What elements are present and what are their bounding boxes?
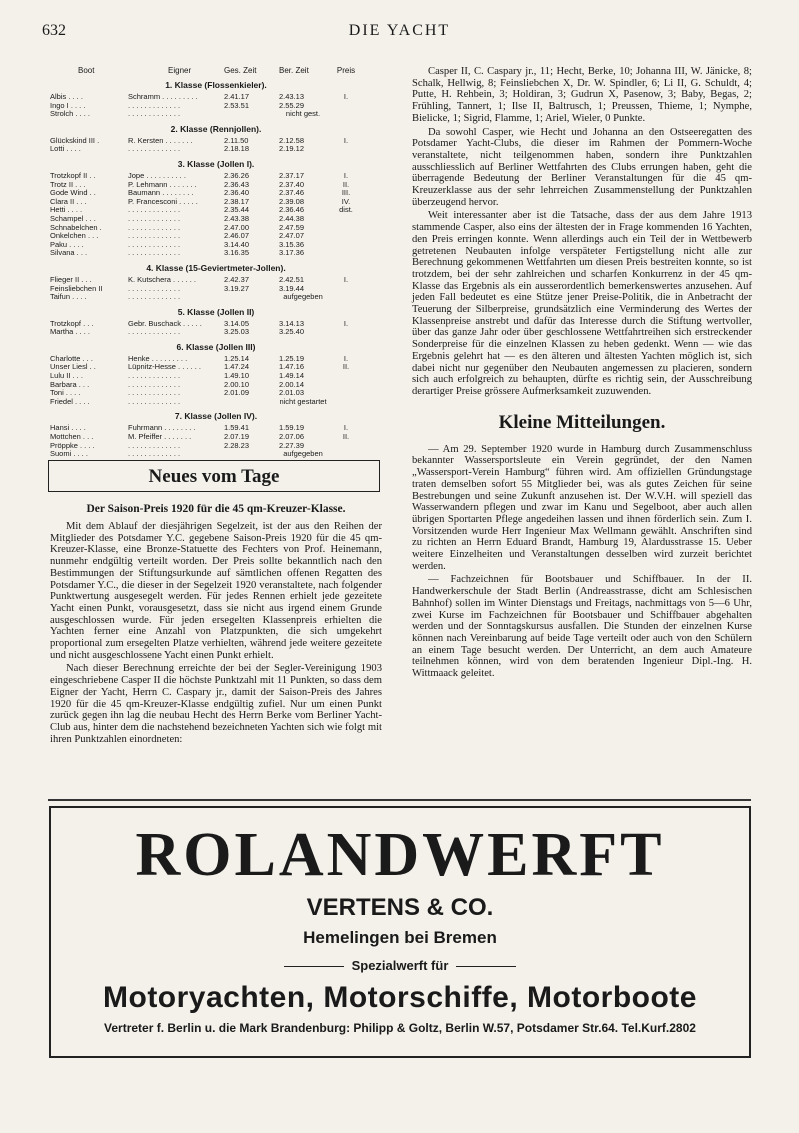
cell-ber-zeit: 3.15.36	[279, 239, 305, 249]
cell-ber-zeit: 2.37.46	[279, 188, 305, 198]
cell-preis	[331, 145, 361, 154]
cell-preis: III.	[341, 188, 351, 198]
rolandwerft-advertisement	[49, 806, 751, 1058]
cell-ges-zeit: 1.25.14	[224, 353, 250, 363]
cell-eigner: . . . . . . . . . . . . .	[128, 145, 181, 154]
ad-firm: VERTENS & CO.	[306, 894, 494, 921]
cell-preis: II.	[342, 179, 350, 189]
cell-eigner: Jope . . . . . . . . . .	[128, 171, 186, 180]
cell-ber-zeit: 1.47.16	[279, 362, 305, 372]
cell-ges-zeit: 2.43.38	[224, 213, 250, 223]
cell-ber-zeit: 2.47.07	[279, 231, 305, 241]
cell-preis	[331, 372, 361, 381]
cell-ber-zeit: 1.25.19	[279, 353, 305, 363]
header-boot: Boot	[78, 66, 95, 75]
cell-ber-zeit: 2.47.59	[279, 222, 305, 232]
cell-eigner: Baumann . . . . . . . .	[128, 189, 194, 198]
cell-preis: dist.	[339, 205, 353, 215]
cell-ges-zeit: 2.07.19	[224, 432, 250, 442]
cell-ber-zeit: 1.59.19	[279, 423, 305, 433]
table-row	[50, 372, 382, 381]
header-preis: Preis	[336, 66, 356, 75]
cell-ges-zeit: 2.36.40	[224, 188, 250, 198]
ad-company: ROLANDWERFT	[135, 821, 665, 889]
cell-boot: Paku . . . .	[50, 240, 84, 249]
cell-ges-zeit: 2.42.37	[224, 274, 250, 284]
cell-boot: Martha . . . .	[50, 328, 91, 337]
cell-eigner: K. Kutschera . . . . . .	[128, 275, 196, 284]
cell-ber-zeit: 2.55.29	[279, 100, 305, 110]
cell-preis	[331, 232, 361, 241]
cell-ges-zeit: 2.01.09	[224, 388, 250, 398]
cell-preis: II.	[342, 362, 350, 372]
table-row	[50, 189, 382, 198]
cell-preis: I.	[343, 92, 349, 101]
cell-boot: Ingo I . . . .	[50, 101, 86, 110]
header-ges-zeit: Ges. Zeit	[224, 66, 257, 75]
cell-boot: Trotzkopf . . .	[50, 319, 94, 328]
cell-ges-zeit: 3.14.05	[224, 318, 250, 328]
cell-ges-zeit: 2.41.17	[224, 92, 250, 101]
right-column	[412, 66, 752, 682]
cell-eigner: . . . . . . . . . . . . .	[128, 101, 181, 110]
cell-boot: Schnabelchen .	[50, 223, 102, 232]
cell-eigner: . . . . . . . . . . . . .	[128, 223, 181, 232]
class-title: 6. Klasse (Jollen III)	[176, 341, 256, 352]
table-row	[50, 249, 382, 258]
cell-ges-zeit: 1.59.41	[224, 423, 250, 433]
table-row	[50, 285, 382, 294]
cell-ges-zeit: 2.53.51	[224, 100, 250, 110]
class-title: 1. Klasse (Flossenkieler).	[165, 80, 267, 90]
table-row	[50, 110, 382, 119]
ad-products: Motoryachten, Motorschiffe, Motorboote	[103, 981, 697, 1014]
table-row	[50, 355, 382, 364]
cell-preis: I.	[343, 353, 349, 363]
class-title: 2. Klasse (Rennjollen).	[170, 123, 262, 134]
cell-ber-zeit: 2.36.46	[279, 205, 305, 215]
saison-para-2: Nach dieser Berechnung erreichte der bei der Segler-Vereinigung 1903 eingeschriebene Casper II die höchste Punktzahl mit 11 Punkten, so dass dem Eigner der Yacht, Herrn C. Caspary jr., damit der Saison-Preis des Jahres 1920 für die 45 qm-Kreuzer-Klasse endgültig zufiel. Nur um einen Punkt zurück gegen ihn lag die neubau Hecht des Herrn Berke vom Berliner Yacht-Club aus, hinter dem die nachstehend bezeichneten Yachten sich wie folgt mit ihren Punktzahlen einordneten:	[50, 663, 382, 745]
cell-boot: Trotzkopf II . .	[50, 171, 96, 180]
table-row	[50, 232, 382, 241]
cell-preis: I.	[343, 318, 349, 328]
cell-boot: Mottchen . . .	[50, 433, 94, 442]
class-title: 7. Klasse (Jollen IV).	[174, 411, 258, 422]
table-row	[50, 363, 382, 372]
cell-eigner: Gebr. Buschack . . . . .	[128, 319, 202, 328]
cell-eigner: R. Kersten . . . . . . .	[128, 136, 193, 145]
table-row	[50, 424, 382, 433]
results-header	[50, 66, 382, 75]
table-row	[50, 172, 382, 181]
cell-eigner: P. Francesconi . . . . .	[128, 197, 198, 206]
cell-eigner: . . . . . . . . . . . . .	[128, 214, 181, 223]
cell-boot: Suomi . . . .	[50, 450, 88, 459]
cell-boot: Toni . . . .	[50, 389, 81, 398]
cell-eigner: . . . . . . . . . . . . .	[128, 397, 181, 406]
cell-boot: Gode Wind . .	[50, 189, 96, 198]
cell-ges-zeit: 1.49.10	[224, 371, 250, 381]
cell-eigner: Fuhrmann . . . . . . . .	[128, 424, 196, 433]
cell-ges-zeit: 2.38.17	[224, 196, 250, 206]
cell-note: nicht gestartet	[279, 396, 327, 406]
cell-ges-zeit: 2.28.23	[224, 440, 250, 450]
cell-ges-zeit: 2.18.18	[224, 144, 250, 154]
cell-preis	[331, 241, 361, 250]
cell-preis	[331, 381, 361, 390]
cell-ges-zeit: 2.35.44	[224, 205, 250, 215]
saison-para-1: Mit dem Ablauf der diesjährigen Segelzeit, ist der aus den Reihen der Mitglieder des Potsdamer Y.C. gegebene Saison-Preis 1920 für die 45 qm-Kreuzer-Klasse, eine Bronze-Statuette des Fechters von Prof. Heinemann, nunmehr endgültig verteilt worden. Der Preis sollte bekanntlich nach den Bestimmungen der Stiftungsurkunde auf sämtlichen offenen Regatten des Potsdamer Y.C., die dieser in der Segelzeit 1920 veranstaltete, nach folgender Punktwertung ausgesegelt werden. Für jedes Rennen erhielt jede gezeitete Yacht einen Punkt, vorausgesetzt, dass sie nicht aus irgend einem Grunde ausgeschlossen wurde. Für jeden ersegelten Klassenpreis erhielten die Yachten ferner eine Anzahl von Platzpunkten, die sich umgekehrt proportional zum ersegelten Platze verhielten, während jede weitere gezeitete und nicht ausgeschlossene Yacht einen Punkt erhielt.	[50, 521, 382, 661]
running-head: DIE YACHT	[348, 22, 451, 39]
table-row	[50, 181, 382, 190]
cell-preis: I.	[343, 423, 349, 433]
table-row	[50, 442, 382, 451]
cell-eigner: . . . . . . . . . . . . .	[128, 372, 181, 381]
saison-article	[50, 503, 382, 747]
cell-preis	[331, 224, 361, 233]
cell-eigner: . . . . . . . . . . . . .	[128, 284, 181, 293]
results-table	[50, 66, 382, 459]
cell-ber-zeit: 2.12.58	[279, 135, 305, 145]
cell-ber-zeit: 2.27.39	[279, 440, 305, 450]
class-title: 3. Klasse (Jollen I).	[177, 158, 255, 169]
cell-boot: Strolch . . . .	[50, 110, 91, 119]
cell-note: nicht gest.	[285, 109, 321, 119]
cell-ges-zeit: 2.11.50	[224, 135, 249, 145]
right-para-3: Weit interessanter aber ist die Tatsache, dass der aus dem Jahre 1913 stammende Casper, also eins der ältesten der in Frage kommenden 16 Yachten, den Preis erringen konnte. Wenn allerdings auch ein Teil der in Wettbewerb getretenen Neubauten infolge verspäteter Fertigstellung nicht alle zur Berechnung gekommenen Wettfahrten um diesen Preis bestreiten konnte, so ist trotzdem, bei der sehr zahlreichen und scharfen Konkurrenz in der 45 qm-Klasse das Ergebnis als ein ausserordentlich bemerkenswertes anzusehen. Auf jeden Fall bedeutet es eine Stütze jener Preise-Politik, die in Anbetracht der Teuerung der Silberpreise, grundsätzlich eine Verminderung des Wertes der Klassenpreise anstrebt und dafür das Interesse durch die Stiftung wertvoller, über das ganze Jahr oder über geschlossene Wettfahrtreihen sich erstreckender Sonderpreise für die einzelnen Klassen zu heben gedenkt. Wenn — wie das Ergebnis gelehrt hat — es den älteren und ältesten Yachten möglich ist, sich dabei nicht nur gegenüber den Neubauten angemessen zu placieren, sondern sich auch erfolgreich zu behaupten, dürfte es richtig sein, der Ausschreibung derartiger Preise grössere Aufmerksamkeit zuzuwenden.	[412, 210, 752, 397]
cell-boot: Pröppke . . . .	[50, 441, 95, 450]
cell-ber-zeit: 3.14.13	[279, 318, 305, 328]
divider-rule	[48, 799, 751, 801]
cell-eigner: M. Pfeiffer . . . . . . .	[128, 433, 192, 442]
cell-ges-zeit: 1.47.24	[224, 362, 250, 372]
cell-boot: Charlotte . . .	[50, 354, 93, 363]
table-row	[50, 137, 382, 146]
table-row	[50, 389, 382, 398]
cell-ber-zeit: 2.39.08	[279, 196, 305, 206]
table-row	[50, 93, 382, 102]
cell-eigner: . . . . . . . . . . . . .	[128, 240, 181, 249]
cell-boot: Lotti . . . .	[50, 145, 81, 154]
ad-location: Hemelingen bei Bremen	[303, 928, 497, 947]
cell-boot: Friedel . . . .	[50, 397, 90, 406]
cell-ber-zeit: 3.19.44	[279, 283, 305, 293]
cell-eigner: . . . . . . . . . . . . .	[128, 232, 181, 241]
cell-boot: Schampel . . .	[50, 214, 96, 223]
cell-eigner: . . . . . . . . . . . . .	[128, 206, 181, 215]
cell-preis	[331, 389, 361, 398]
table-row	[50, 328, 382, 337]
cell-eigner: . . . . . . . . . . . . .	[128, 441, 181, 450]
class-title: 4. Klasse (15-Geviertmeter-Jollen).	[146, 262, 286, 273]
cell-preis: I.	[343, 135, 349, 145]
cell-ges-zeit: 2.36.26	[224, 170, 250, 180]
cell-ber-zeit: 2.44.38	[279, 213, 305, 223]
cell-eigner: . . . . . . . . . . . . .	[128, 249, 181, 258]
kleine-para-2: — Fachzeichnen für Bootsbauer und Schiffbauer. In der II. Handwerkerschule der Stadt Berlin (Andreasstrasse, dicht am Schlesischen Bahnhof) sollen im Winter Dienstags und Freitags, nachmittags von 5—6 Uhr, zwei Kurse im Fachzeichnen für Bootsbauer und Schiffbauer abgehalten werden und der Sonntagskursus ausfallen. Die Stunden der einzelnen Kurse können nach Vereinbarung auf beide Tage verteilt oder auch von den Schülern an einem Tage besucht werden. Der Unterricht, an dem auch Amateure teilnehmen können, wird von dem beratenden Ingenieur Dipl.-Ing. H. Wittmaack geleitet.	[412, 574, 752, 680]
cell-preis	[331, 328, 361, 337]
cell-boot: Clara II . . .	[50, 197, 87, 206]
results-classes	[50, 80, 382, 459]
cell-eigner: Schramm . . . . . . . . .	[128, 93, 198, 101]
table-row	[50, 433, 382, 442]
cell-eigner: Henke . . . . . . . . .	[128, 354, 188, 363]
cell-eigner: . . . . . . . . . . . . .	[128, 328, 181, 337]
cell-preis: I.	[343, 170, 349, 180]
header-eigner: Eigner	[168, 66, 192, 75]
ad-agent: Vertreter f. Berlin u. die Mark Brandenburg: Philipp & Goltz, Berlin W.57, Potsdamer Str.64. Tel.Kurf.2802	[104, 1021, 696, 1035]
ad-speciality-line	[51, 958, 749, 973]
cell-ges-zeit: 2.00.10	[224, 379, 250, 389]
cell-ber-zeit: 2.37.17	[279, 170, 305, 180]
cell-preis	[331, 285, 361, 294]
cell-preis	[331, 442, 361, 451]
table-row	[50, 320, 382, 329]
cell-ber-zeit: 2.00.14	[279, 379, 305, 389]
cell-ber-zeit: 2.42.51	[279, 274, 305, 284]
cell-preis	[331, 215, 361, 224]
neues-vom-tage-header: Neues vom Tage	[48, 460, 380, 492]
table-row	[50, 241, 382, 250]
table-row	[50, 450, 382, 459]
table-row	[50, 102, 382, 111]
cell-ber-zeit: 2.01.03	[279, 388, 305, 398]
cell-preis: II.	[342, 432, 350, 442]
table-row	[50, 293, 382, 302]
table-row	[50, 381, 382, 390]
right-para-2: Da sowohl Casper, wie Hecht und Johanna an den Ostseeregatten des Potsdamer Yacht-Clubs, die dieser im Rahmen der Pommern-Woche veranstaltete, nicht teilgenommen haben, sondern ihre Punktzahlen ausschliesslich auf Berliner Wettfahrten des Clubs errungen haben, geht die überragende Bedeutung der Berliner Veranstaltungen für die 45 qm-Kreuzerklasse aus der sehr lehrreichen Zusammenstellung der Punktzahlen überzeugend hervor.	[412, 126, 752, 208]
cell-boot: Onkelchen . . .	[50, 232, 99, 241]
cell-boot: Glückskind III .	[50, 136, 100, 145]
cell-boot: Silvana . . .	[50, 249, 88, 258]
cell-ber-zeit: 2.43.13	[279, 92, 305, 101]
cell-eigner: . . . . . . . . . . . . .	[128, 380, 181, 389]
table-row	[50, 215, 382, 224]
cell-ber-zeit: 2.19.12	[279, 144, 305, 154]
cell-ber-zeit: 3.25.40	[279, 327, 305, 337]
cell-ber-zeit: 1.49.14	[279, 371, 305, 381]
cell-eigner: . . . . . . . . . . . . .	[128, 389, 181, 398]
cell-boot: Unser Liesl . .	[50, 363, 96, 372]
cell-ges-zeit: 3.16.35	[224, 248, 250, 258]
cell-ges-zeit: 2.36.43	[224, 179, 250, 189]
cell-ber-zeit: 2.07.06	[279, 432, 305, 442]
cell-ges-zeit: 3.19.27	[224, 283, 250, 293]
cell-boot: Taifun . . . .	[50, 293, 87, 302]
cell-eigner: . . . . . . . . . . . . .	[128, 110, 181, 119]
cell-ges-zeit: 2.47.00	[224, 222, 250, 232]
ad-speciality: Spezialwerft für	[351, 958, 449, 973]
cell-preis	[331, 102, 361, 111]
table-row	[50, 398, 382, 407]
cell-note: aufgegeben	[283, 292, 323, 302]
cell-preis: I.	[343, 274, 349, 284]
kleine-para-1: — Am 29. September 1920 wurde in Hamburg durch Zusammenschluss bekannter Wassersportsleute ein Verein gegründet, der den Namen „Wassersport-Verein Hamburg“ führen wird. Am offiziellen Gründungstage traten demselben sofort 55 Mitglieder bei, was als gutes Zeichen für seine Bestrebungen und seine Zukunft anzusehen ist. Der W.V.H. will speziell das Wasserwandern pflegen und zwar im Kanu und Segelboot, aber auch allen übrigen Sportarten Pflege angedeihen lassen und ihnen förderlich sein. Zum I. Vorsitzenden wurde Herr Ingenieur Max Wellmann gewählt. Anschriften sind zu richten an Herrn Eduard Brandt, Hamburg 19, Alardusstrasse 15. Ueber weitere Einzelheiten und Veranstaltungen desselben wird zurzeit berichtet werden.	[412, 443, 752, 572]
cell-eigner: . . . . . . . . . . . . .	[128, 450, 181, 459]
cell-preis	[331, 249, 361, 258]
cell-eigner: . . . . . . . . . . . . .	[128, 293, 181, 302]
table-row	[50, 206, 382, 215]
cell-ges-zeit: 2.46.07	[224, 231, 250, 241]
cell-boot: Trotz II . . .	[50, 180, 86, 189]
cell-boot: Flieger II . . .	[50, 275, 92, 284]
cell-ber-zeit: 3.17.36	[279, 248, 305, 258]
table-row	[50, 145, 382, 154]
cell-boot: Hetti . . . .	[50, 206, 83, 215]
table-row	[50, 276, 382, 285]
cell-boot: Hansi . . . .	[50, 424, 86, 433]
cell-note: aufgegeben	[283, 449, 323, 459]
class-title: 5. Klasse (Jollen II)	[177, 306, 255, 317]
cell-ber-zeit: 2.37.40	[279, 179, 305, 189]
cell-boot: Feinsliebchen II	[50, 284, 103, 293]
cell-eigner: P. Lehmann . . . . . . .	[128, 180, 197, 189]
table-row	[50, 224, 382, 233]
point-list: Casper II, C. Caspary jr., 11; Hecht, Berke, 10; Johanna III, W. Jänicke, 8; Schalk, Hellwig, 8; Feinsliebchen X, Dr. W. Spindler, 6; Li II, G. Schuldt, 4; Putte, H. Rehbein, 3; Holdiran, 3; Gudrun X, Pasenow, 3; Baby, Begas, 2; Frühling, Tannert, 1; Ilse II, Baltrusch, 1; Preussen, Thieme, 1; Nymphe, Bielicke, 1; Sigrid, Flamme, 1; Ariel, Wieler, 0 Punkte.	[412, 66, 752, 124]
table-row	[50, 198, 382, 207]
cell-eigner: Lüpnitz-Hesse . . . . . .	[128, 363, 201, 372]
cell-boot: Barbara . . .	[50, 380, 90, 389]
cell-ges-zeit: 3.25.03	[224, 327, 250, 337]
cell-ges-zeit: 3.14.40	[224, 239, 250, 249]
saison-title: Der Saison-Preis 1920 für die 45 qm-Kreuzer-Klasse.	[86, 503, 346, 515]
cell-boot: Lulu II . . .	[50, 372, 83, 381]
cell-boot: Albis . . . .	[50, 93, 83, 101]
page-number: 632	[42, 22, 66, 39]
header-ber-zeit: Ber. Zeit	[279, 66, 309, 75]
kleine-mitteilungen-header: Kleine Mitteilungen.	[498, 411, 666, 433]
cell-preis: IV.	[341, 196, 351, 206]
